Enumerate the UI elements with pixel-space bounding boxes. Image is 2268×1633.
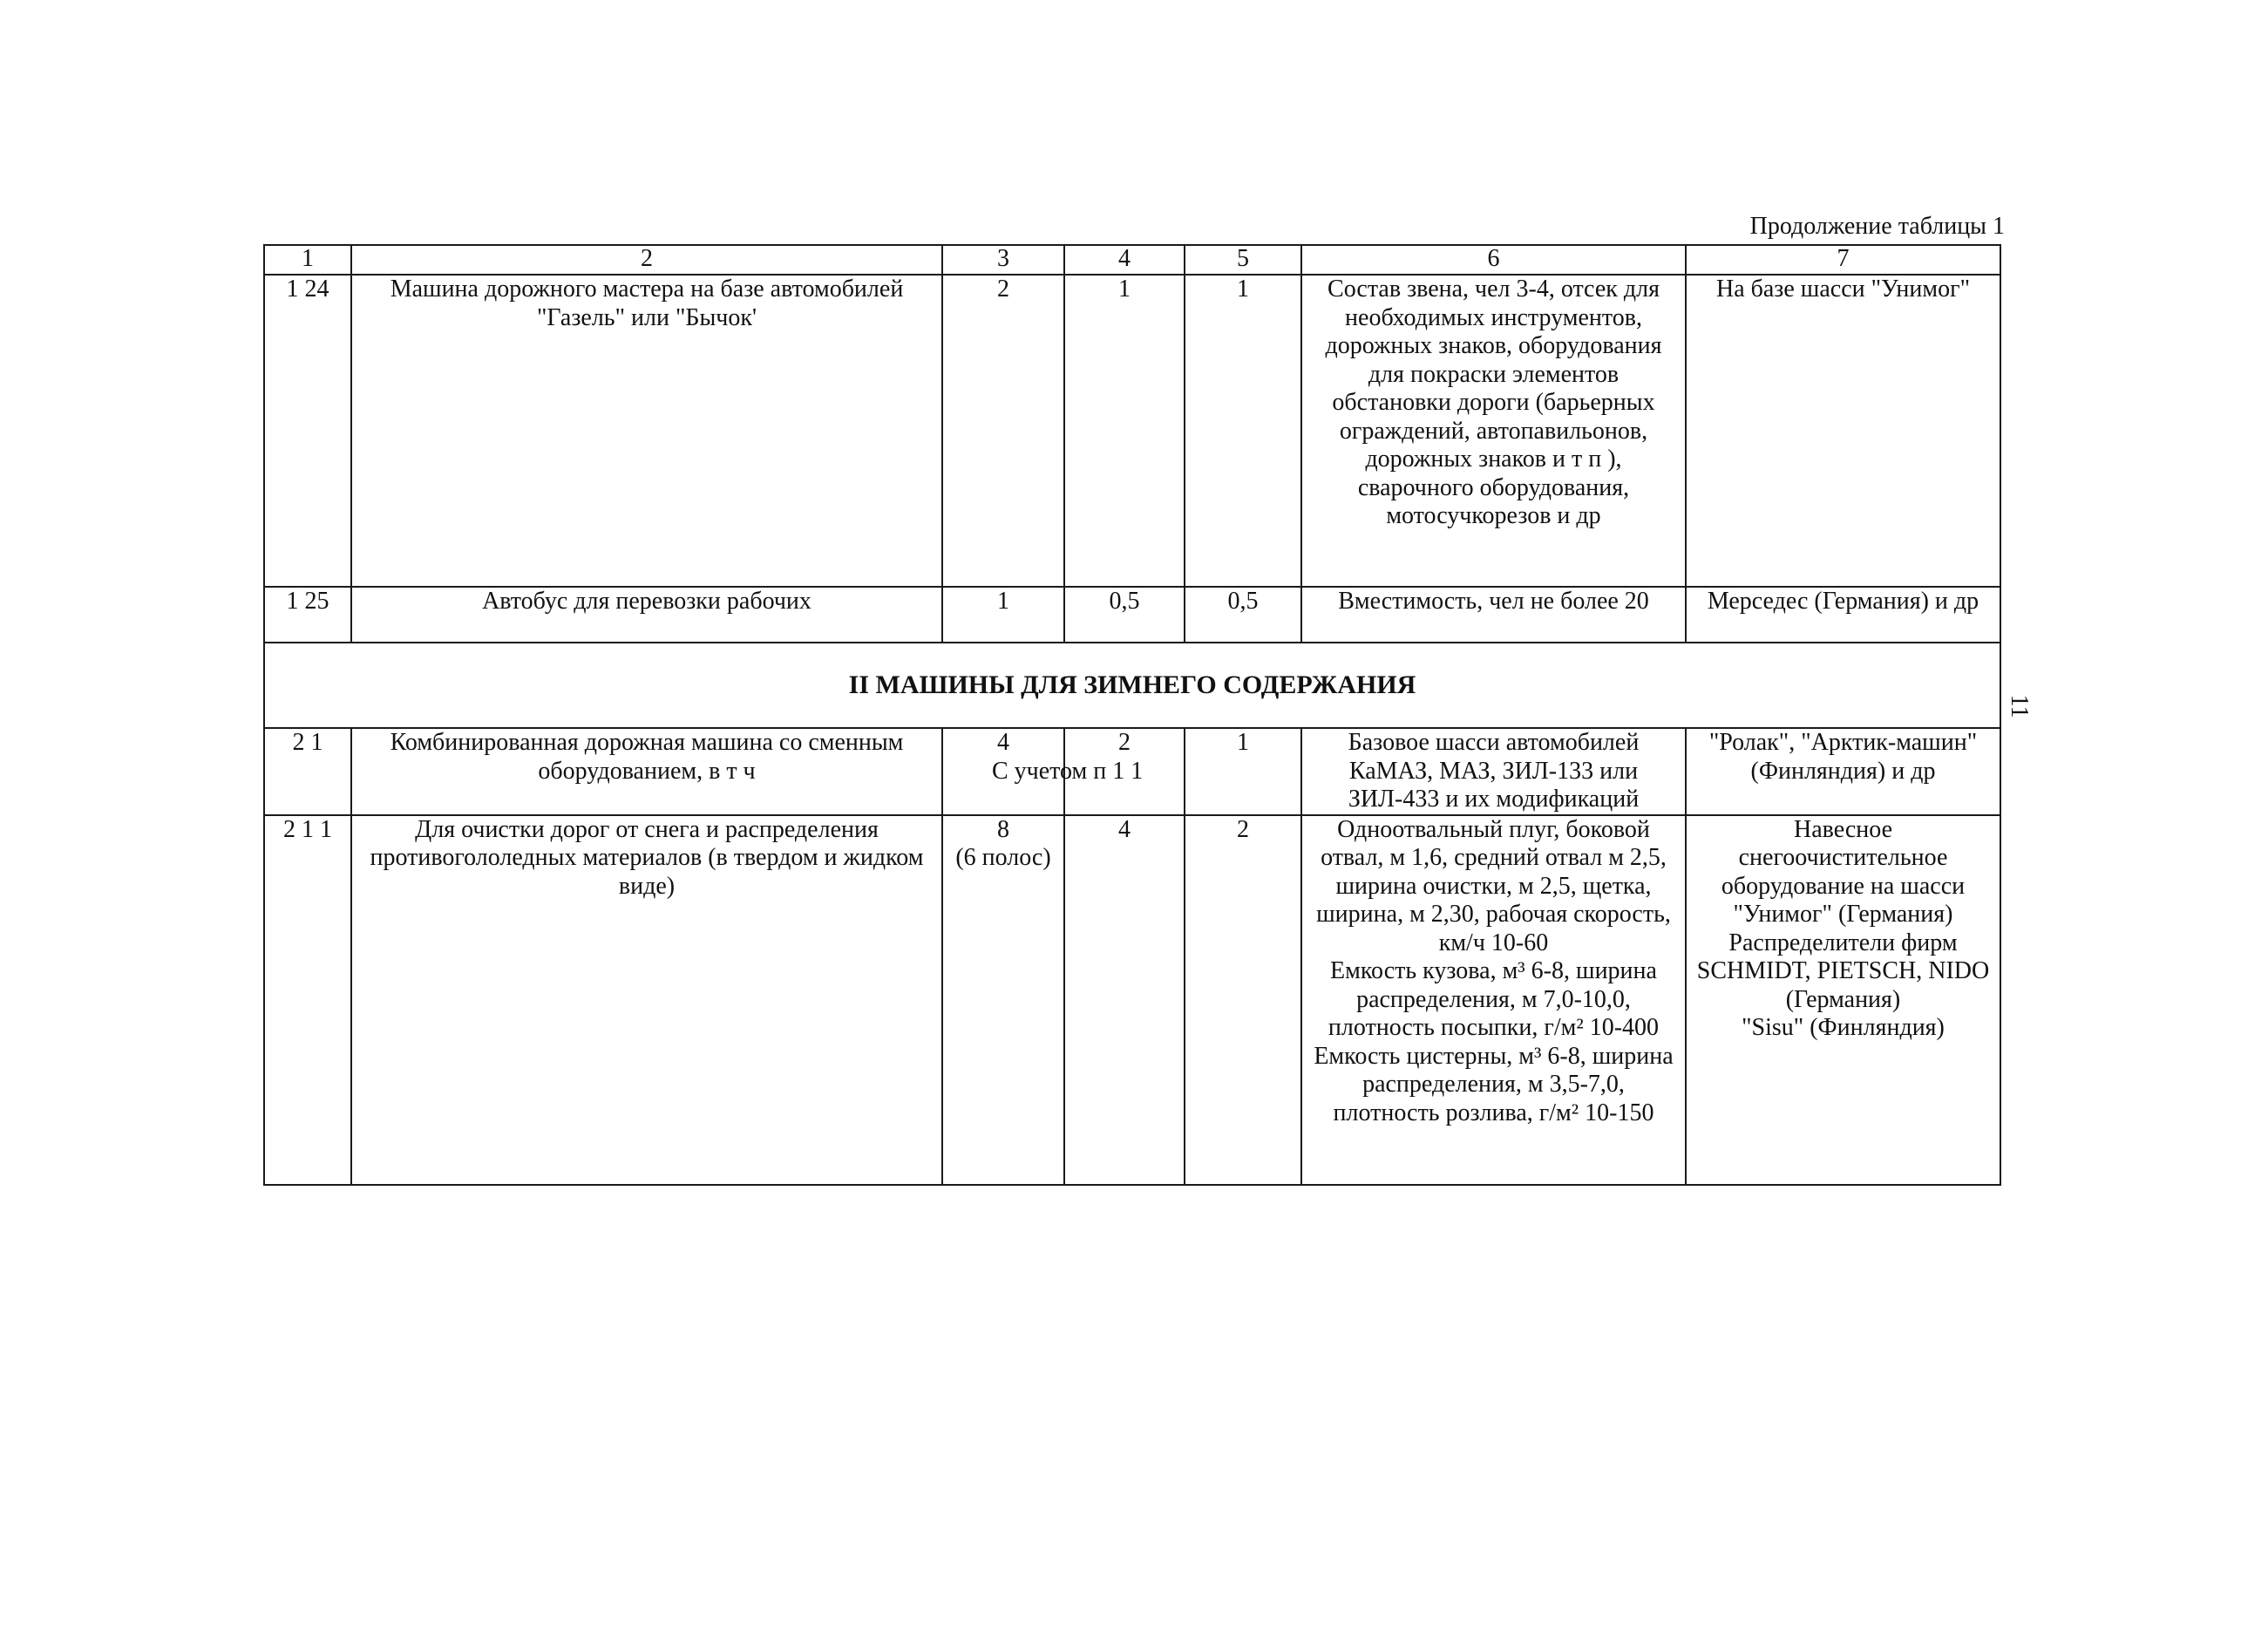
row-specs: Вместимость, чел не более 20: [1301, 587, 1686, 643]
row-name: Комбинированная дорожная машина со сменным оборудованием, в т ч: [351, 728, 942, 815]
table-header-row: [264, 245, 2000, 275]
specs-tank: Емкость цистерны, м³ 6-8, ширина распределения, м 3,5-7,0, плотность розлива, г/м² 10-150: [1314, 1042, 1674, 1126]
header-cell: 4: [1064, 245, 1185, 275]
row-col4: 4: [1064, 815, 1185, 1185]
row-col3-value: 8: [997, 815, 1009, 843]
table-row: [264, 587, 2000, 643]
row-col5: 0,5: [1185, 587, 1301, 643]
table-caption: Продолжение таблицы 1: [1749, 213, 2005, 240]
specs-body: Емкость кузова, м³ 6-8, ширина распределения, м 7,0-10,0, плотность посыпки, г/м² 10-400: [1328, 957, 1660, 1041]
row-name: Автобус для перевозки рабочих: [351, 587, 942, 643]
row-col3: [942, 815, 1064, 1185]
row-col5: 1: [1185, 275, 1301, 587]
row-notes: Мерседес (Германия) и др: [1686, 587, 2000, 643]
notes-sisu: "Sisu" (Финляндия): [1742, 1014, 1945, 1041]
row-col3: 4: [942, 728, 1064, 815]
row-name: Для очистки дорог от снега и распределения противогололедных материалов (в твердом и жидком виде): [351, 815, 942, 1185]
header-cell: 7: [1686, 245, 2000, 275]
section-title: II МАШИНЫ ДЛЯ ЗИМНЕГО СОДЕРЖАНИЯ: [264, 643, 2000, 728]
row-col5: 2: [1185, 815, 1301, 1185]
row-col3-note: (6 полос): [955, 844, 1051, 871]
row-col3: 1: [942, 587, 1064, 643]
row-notes: На базе шасси "Унимог": [1686, 275, 2000, 587]
row-col4-value: 2: [1118, 729, 1131, 756]
notes-equipment: Навесное снегоочистительное оборудование на шасси "Унимог" (Германия): [1721, 815, 1966, 928]
header-cell: 5: [1185, 245, 1301, 275]
row-specs: Состав звена, чел 3-4, отсек для необходимых инструментов, дорожных знаков, оборудования для покраски элементов обстановки дороги (барьерных ограждений, автопавильонов, дорожных знаков и т п ), сварочного оборудования, мотосучкорезов и др: [1301, 275, 1686, 587]
row-col4: [992, 728, 1185, 815]
machines-table: [263, 244, 2001, 1186]
header-cell: 6: [1301, 245, 1686, 275]
row-notes: [1686, 815, 2000, 1185]
row-specs: Базовое шасси автомобилей КаМАЗ, МАЗ, ЗИЛ-133 или ЗИЛ-433 и их модификаций: [1301, 728, 1686, 815]
row-col3: 2: [942, 275, 1064, 587]
row-notes: "Ролак", "Арктик-машин" (Финляндия) и др: [1686, 728, 2000, 815]
table-row: [264, 728, 2000, 815]
row-number: 2 1 1: [264, 815, 351, 1185]
row-specs: [1301, 815, 1686, 1185]
row-name: Машина дорожного мастера на базе автомобилей "Газель" или "Бычок': [351, 275, 942, 587]
row-col4: 0,5: [1064, 587, 1185, 643]
row-number: 1 24: [264, 275, 351, 587]
notes-distributors: Распределители фирм SCHMIDT, PIETSCH, NIDO (Германия): [1696, 929, 1990, 1013]
header-cell: 2: [351, 245, 942, 275]
specs-plow: Одноотвальный плуг, боковой отвал, м 1,6, средний отвал м 2,5, ширина очистки, м 2,5, щетка, ширина, м 2,30, рабочая скорость, км/ч 10-60: [1316, 815, 1671, 956]
row-col4-note: С учетом п 1 1: [992, 757, 1144, 785]
section-row: [264, 643, 2000, 728]
table-row: [264, 815, 2000, 1185]
row-number: 1 25: [264, 587, 351, 643]
row-number: 2 1: [264, 728, 351, 815]
header-cell: 3: [942, 245, 1064, 275]
header-cell: 1: [264, 245, 351, 275]
page-number: 11: [2006, 694, 2033, 718]
table-row: [264, 275, 2000, 587]
row-col4: 1: [1064, 275, 1185, 587]
row-col5: 1: [1185, 728, 1301, 815]
